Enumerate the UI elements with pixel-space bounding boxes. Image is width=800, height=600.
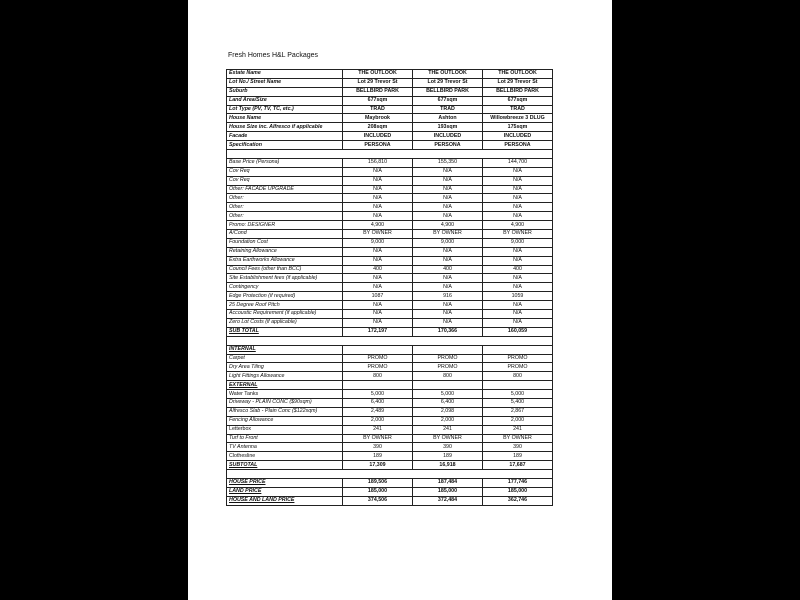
table-row	[227, 132, 553, 141]
row-label	[227, 150, 343, 159]
table-row	[227, 256, 553, 265]
row-label: A/Cond	[227, 230, 343, 239]
package-1-value: N/A	[343, 256, 413, 265]
package-2-value: THE OUTLOOK	[413, 70, 483, 79]
package-2-value: Ashton	[413, 114, 483, 123]
package-3-value: N/A	[483, 247, 553, 256]
table-row	[227, 381, 553, 390]
row-label: House Size inc. Alfresco if applicable	[227, 123, 343, 132]
row-label: LAND PRICE	[227, 487, 343, 496]
table-row	[227, 425, 553, 434]
package-3-value: BY OWNER	[483, 230, 553, 239]
package-3-value: PERSONA	[483, 141, 553, 150]
package-2-value: N/A	[413, 283, 483, 292]
table-row	[227, 363, 553, 372]
row-label: Zero Lot Costs (if applicable)	[227, 318, 343, 327]
table-row	[227, 105, 553, 114]
row-label: Lot Type (PV, TV, TC, etc.)	[227, 105, 343, 114]
table-row	[227, 372, 553, 381]
package-3-value: 241	[483, 425, 553, 434]
package-3-value: N/A	[483, 318, 553, 327]
package-2-value: TRAD	[413, 105, 483, 114]
package-2-value: 2,000	[413, 416, 483, 425]
table-row	[227, 78, 553, 87]
package-3-value: N/A	[483, 256, 553, 265]
package-1-value: 17,309	[343, 461, 413, 470]
row-label: Other:	[227, 194, 343, 203]
row-label: Extra Earthworks Allowance	[227, 256, 343, 265]
package-1-value: 5,000	[343, 390, 413, 399]
package-2-value: 5,000	[413, 390, 483, 399]
row-label: Fencing Allowance	[227, 416, 343, 425]
table-row	[227, 96, 553, 105]
package-1-value: 1087	[343, 292, 413, 301]
package-3-value: 17,687	[483, 461, 553, 470]
table-row	[227, 123, 553, 132]
package-1-value: N/A	[343, 194, 413, 203]
package-3-value: N/A	[483, 167, 553, 176]
package-1-value: 2,000	[343, 416, 413, 425]
package-1-value	[343, 345, 413, 354]
row-label: Carpet	[227, 354, 343, 363]
package-2-value	[413, 150, 483, 159]
package-2-value: INCLUDED	[413, 132, 483, 141]
row-label: Edge Protection (if required)	[227, 292, 343, 301]
package-1-value: 374,506	[343, 496, 413, 505]
package-3-value: BY OWNER	[483, 434, 553, 443]
package-1-value: 390	[343, 443, 413, 452]
package-2-value: N/A	[413, 318, 483, 327]
package-1-value: 189	[343, 452, 413, 461]
package-1-value: N/A	[343, 274, 413, 283]
package-3-value: PROMO	[483, 363, 553, 372]
package-2-value: 185,000	[413, 487, 483, 496]
package-1-value: 400	[343, 265, 413, 274]
package-2-value	[413, 381, 483, 390]
table-row	[227, 87, 553, 96]
package-2-value: N/A	[413, 310, 483, 319]
package-3-value: 160,059	[483, 327, 553, 336]
table-row	[227, 158, 553, 167]
package-2-value: 170,366	[413, 327, 483, 336]
table-row	[227, 70, 553, 79]
row-label: Base Price (Persona)	[227, 158, 343, 167]
document-page	[188, 0, 612, 600]
table-row	[227, 416, 553, 425]
package-2-value: 400	[413, 265, 483, 274]
row-label	[227, 336, 343, 345]
package-2-value: Lot 29 Trevor St	[413, 78, 483, 87]
package-2-value: BELLBIRD PARK	[413, 87, 483, 96]
package-1-value: THE OUTLOOK	[343, 70, 413, 79]
package-2-value: N/A	[413, 212, 483, 221]
package-3-value: N/A	[483, 194, 553, 203]
table-row	[227, 292, 553, 301]
package-3-value	[483, 345, 553, 354]
row-label: Site Establishment fees (if applicable)	[227, 274, 343, 283]
package-3-value: BELLBIRD PARK	[483, 87, 553, 96]
table-row	[227, 203, 553, 212]
package-3-value: N/A	[483, 203, 553, 212]
package-3-value: N/A	[483, 176, 553, 185]
package-3-value: N/A	[483, 310, 553, 319]
package-1-value: N/A	[343, 185, 413, 194]
package-2-value: PROMO	[413, 354, 483, 363]
package-2-value: N/A	[413, 301, 483, 310]
package-3-value: 175sqm	[483, 123, 553, 132]
package-3-value: N/A	[483, 274, 553, 283]
row-label: Other: FACADE UPGRADE	[227, 185, 343, 194]
row-label: HOUSE AND LAND PRICE	[227, 496, 343, 505]
table-row	[227, 265, 553, 274]
package-3-value: Willowbreeze 3 DLUG	[483, 114, 553, 123]
table-row	[227, 176, 553, 185]
package-3-value: 1059	[483, 292, 553, 301]
package-1-value: BELLBIRD PARK	[343, 87, 413, 96]
package-3-value: INCLUDED	[483, 132, 553, 141]
package-3-value: TRAD	[483, 105, 553, 114]
table-row	[227, 487, 553, 496]
row-label: Estate Name	[227, 70, 343, 79]
package-2-value: 187,484	[413, 478, 483, 487]
package-3-value: Lot 29 Trevor St	[483, 78, 553, 87]
package-2-value: 16,918	[413, 461, 483, 470]
package-2-value	[413, 470, 483, 479]
row-label: Retaining Allowance	[227, 247, 343, 256]
document-title: Fresh Homes H&L Packages	[228, 52, 318, 59]
package-2-value	[413, 336, 483, 345]
spacer-row	[227, 470, 553, 479]
row-label: HOUSE PRICE	[227, 478, 343, 487]
row-label: Driveway - PLAIN CONC ($90sqm)	[227, 398, 343, 407]
table-row	[227, 434, 553, 443]
row-label: Clothesline	[227, 452, 343, 461]
spacer-row	[227, 150, 553, 159]
package-1-value: TRAD	[343, 105, 413, 114]
table-row	[227, 345, 553, 354]
package-2-value: N/A	[413, 176, 483, 185]
table-row	[227, 238, 553, 247]
row-label: Facade	[227, 132, 343, 141]
package-2-value: 155,350	[413, 158, 483, 167]
package-2-value: N/A	[413, 274, 483, 283]
table-row	[227, 461, 553, 470]
package-3-value: 4,900	[483, 221, 553, 230]
package-3-value: 177,746	[483, 478, 553, 487]
package-2-value: 800	[413, 372, 483, 381]
package-1-value: Maybrook	[343, 114, 413, 123]
row-label: Council Fees (other than BCC)	[227, 265, 343, 274]
package-3-value	[483, 336, 553, 345]
package-1-value: PERSONA	[343, 141, 413, 150]
table-row	[227, 318, 553, 327]
table-row	[227, 390, 553, 399]
package-1-value: N/A	[343, 318, 413, 327]
table-row	[227, 496, 553, 505]
package-1-value	[343, 381, 413, 390]
table-row	[227, 443, 553, 452]
package-1-value: N/A	[343, 176, 413, 185]
package-1-value: 2,489	[343, 407, 413, 416]
package-1-value: BY OWNER	[343, 434, 413, 443]
package-1-value: 241	[343, 425, 413, 434]
table-row	[227, 283, 553, 292]
package-3-value: 2,867	[483, 407, 553, 416]
package-1-value: BY OWNER	[343, 230, 413, 239]
row-label: Water Tanks	[227, 390, 343, 399]
package-1-value: N/A	[343, 212, 413, 221]
package-1-value: PROMO	[343, 363, 413, 372]
package-2-value: 6,400	[413, 398, 483, 407]
package-2-value: 2,098	[413, 407, 483, 416]
package-3-value: 400	[483, 265, 553, 274]
row-label: Other:	[227, 212, 343, 221]
row-label: Alfresco Slab - Plain Conc ($122sqm)	[227, 407, 343, 416]
package-1-value: 172,197	[343, 327, 413, 336]
package-3-value: 800	[483, 372, 553, 381]
table-row	[227, 230, 553, 239]
package-2-value: 916	[413, 292, 483, 301]
package-2-value: PROMO	[413, 363, 483, 372]
package-2-value: 189	[413, 452, 483, 461]
row-label: 25 Degree Roof Pitch	[227, 301, 343, 310]
package-table-body	[227, 70, 553, 506]
table-row	[227, 327, 553, 336]
table-row	[227, 221, 553, 230]
table-row	[227, 310, 553, 319]
row-label: Foundation Cost	[227, 238, 343, 247]
row-label: Letterbox	[227, 425, 343, 434]
package-3-value: 2,000	[483, 416, 553, 425]
package-3-value: N/A	[483, 212, 553, 221]
package-3-value: THE OUTLOOK	[483, 70, 553, 79]
package-1-value: N/A	[343, 203, 413, 212]
row-label: SUBTOTAL	[227, 461, 343, 470]
row-label: EXTERNAL	[227, 381, 343, 390]
package-2-value: N/A	[413, 194, 483, 203]
spacer-row	[227, 336, 553, 345]
table-row	[227, 398, 553, 407]
row-label: Cov Req	[227, 176, 343, 185]
package-2-value: N/A	[413, 203, 483, 212]
package-3-value: 189	[483, 452, 553, 461]
package-3-value: 677sqm	[483, 96, 553, 105]
package-3-value: 5,400	[483, 398, 553, 407]
package-1-value: 800	[343, 372, 413, 381]
package-3-value: N/A	[483, 283, 553, 292]
row-label: SUB TOTAL	[227, 327, 343, 336]
row-label: Accoustic Requirement (if applicable)	[227, 310, 343, 319]
row-label: Suburb	[227, 87, 343, 96]
package-3-value	[483, 381, 553, 390]
package-2-value: N/A	[413, 256, 483, 265]
package-3-value: N/A	[483, 185, 553, 194]
package-1-value: PROMO	[343, 354, 413, 363]
package-table	[226, 69, 553, 506]
row-label: INTERNAL	[227, 345, 343, 354]
package-1-value: 9,000	[343, 238, 413, 247]
table-row	[227, 247, 553, 256]
row-label	[227, 470, 343, 479]
package-1-value: INCLUDED	[343, 132, 413, 141]
package-1-value: 6,400	[343, 398, 413, 407]
table-row	[227, 452, 553, 461]
package-1-value: N/A	[343, 247, 413, 256]
package-2-value	[413, 345, 483, 354]
table-row	[227, 194, 553, 203]
package-2-value: BY OWNER	[413, 230, 483, 239]
table-row	[227, 185, 553, 194]
row-label: TV Antenna	[227, 443, 343, 452]
table-row	[227, 354, 553, 363]
row-label: Promo: DESIGNER	[227, 221, 343, 230]
package-2-value: 372,484	[413, 496, 483, 505]
package-1-value: 208sqm	[343, 123, 413, 132]
package-1-value: 4,900	[343, 221, 413, 230]
row-label: Specification	[227, 141, 343, 150]
package-1-value: N/A	[343, 283, 413, 292]
package-2-value: 4,900	[413, 221, 483, 230]
package-3-value: 5,000	[483, 390, 553, 399]
package-2-value: 677sqm	[413, 96, 483, 105]
row-label: Turf to Front	[227, 434, 343, 443]
package-2-value: 193sqm	[413, 123, 483, 132]
table-row	[227, 141, 553, 150]
package-1-value	[343, 470, 413, 479]
package-3-value	[483, 150, 553, 159]
row-label: Contingency	[227, 283, 343, 292]
package-1-value: N/A	[343, 301, 413, 310]
package-3-value: 185,000	[483, 487, 553, 496]
row-label: Lot No./ Street Name	[227, 78, 343, 87]
table-row	[227, 301, 553, 310]
package-3-value: 9,000	[483, 238, 553, 247]
package-3-value: PROMO	[483, 354, 553, 363]
row-label: House Name	[227, 114, 343, 123]
package-3-value: N/A	[483, 301, 553, 310]
table-row	[227, 212, 553, 221]
package-1-value: 677sqm	[343, 96, 413, 105]
table-row	[227, 407, 553, 416]
row-label: Other:	[227, 203, 343, 212]
row-label: Land Area/Size	[227, 96, 343, 105]
package-1-value: 189,506	[343, 478, 413, 487]
package-1-value: 156,810	[343, 158, 413, 167]
package-3-value	[483, 470, 553, 479]
package-2-value: BY OWNER	[413, 434, 483, 443]
package-2-value: PERSONA	[413, 141, 483, 150]
table-row	[227, 114, 553, 123]
package-2-value: 9,000	[413, 238, 483, 247]
package-1-value: N/A	[343, 310, 413, 319]
package-1-value: Lot 29 Trevor St	[343, 78, 413, 87]
row-label: Dry Area Tiling	[227, 363, 343, 372]
package-2-value: N/A	[413, 167, 483, 176]
package-1-value: 185,000	[343, 487, 413, 496]
row-label: Light Fittings Allowance	[227, 372, 343, 381]
package-2-value: 390	[413, 443, 483, 452]
package-2-value: N/A	[413, 185, 483, 194]
row-label: Cov Req	[227, 167, 343, 176]
package-1-value: N/A	[343, 167, 413, 176]
package-2-value: N/A	[413, 247, 483, 256]
package-2-value: 241	[413, 425, 483, 434]
table-row	[227, 274, 553, 283]
package-3-value: 362,746	[483, 496, 553, 505]
table-row	[227, 167, 553, 176]
package-1-value	[343, 150, 413, 159]
package-3-value: 144,700	[483, 158, 553, 167]
table-row	[227, 478, 553, 487]
package-3-value: 390	[483, 443, 553, 452]
package-1-value	[343, 336, 413, 345]
